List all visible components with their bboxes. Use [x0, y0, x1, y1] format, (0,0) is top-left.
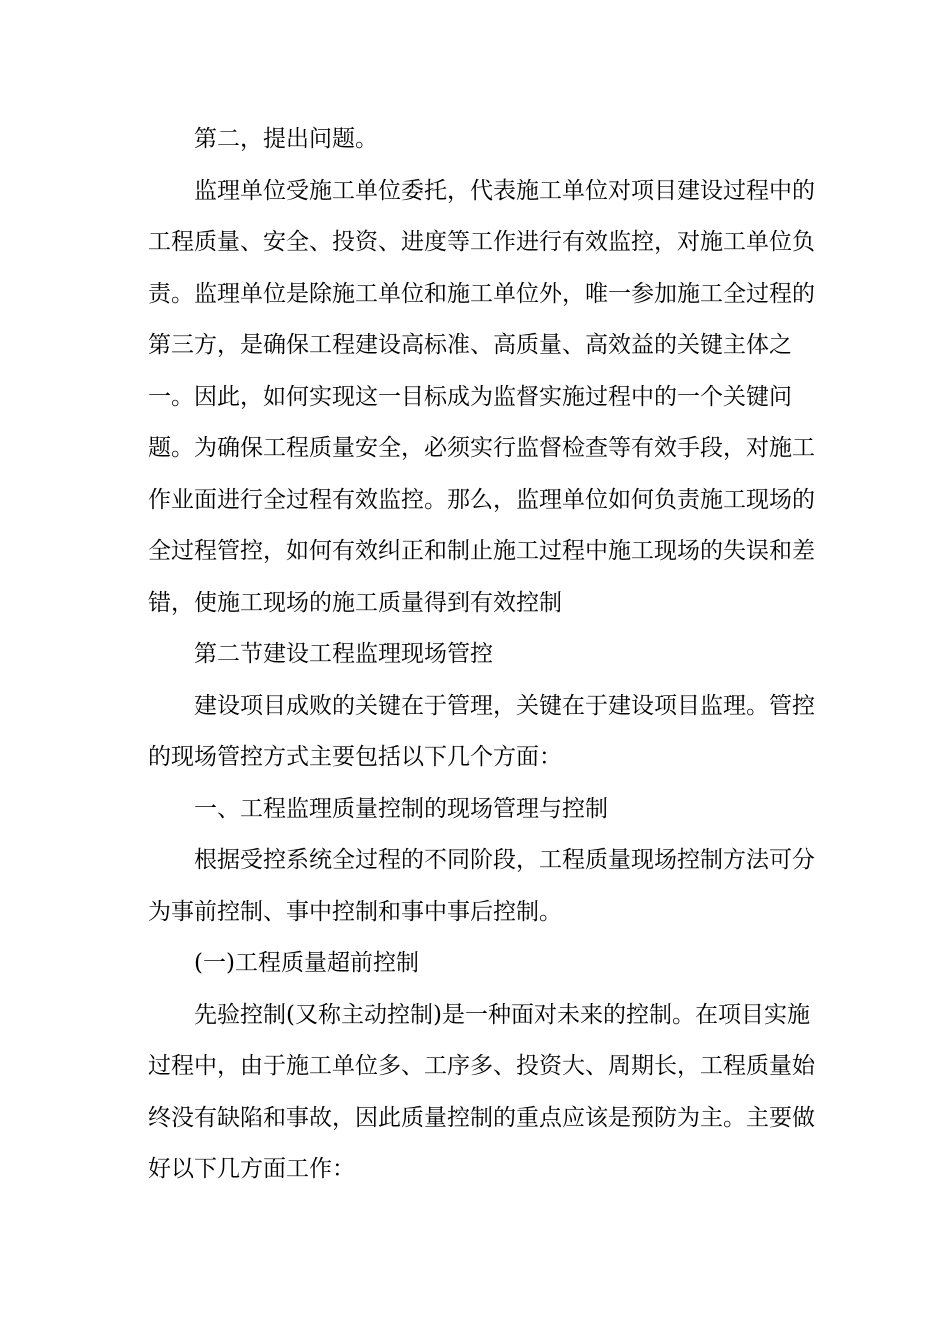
- text-line: 题。为确保工程质量安全，必须实行监督检查等有效手段，对施工: [148, 435, 815, 461]
- text-line: 责。监理单位是除施工单位和施工单位外，唯一参加施工全过程的: [148, 280, 815, 307]
- text-line: 工程质量、安全、投资、进度等工作进行有效监控，对施工单位负: [148, 229, 815, 255]
- text-line: 建设项目成败的关键在于管理，关键在于建设项目监理。管控: [194, 692, 815, 719]
- text-line: 作业面进行全过程有效监控。那么，监理单位如何负责施工现场的: [148, 486, 815, 513]
- subsection-heading: 一、工程监理质量控制的现场管理与控制: [194, 795, 608, 822]
- text-line: 为事前控制、事中控制和事中事后控制。: [148, 898, 562, 925]
- body-text: [148, 114, 815, 1196]
- text-line: 好以下几方面工作：: [148, 1156, 355, 1182]
- text-line: 第三方，是确保工程建设高标准、高质量、高效益的关键主体之: [148, 332, 792, 358]
- text-line: 一。因此，如何实现这一目标成为监督实施过程中的一个关键问: [148, 383, 792, 410]
- text-line: 监理单位受施工单位委托，代表施工单位对项目建设过程中的: [194, 177, 815, 204]
- section-heading: 第二节建设工程监理现场管控: [194, 641, 493, 667]
- text-line: 过程中，由于施工单位多、工序多、投资大、周期长，工程质量始: [148, 1053, 815, 1079]
- text-line: 根据受控系统全过程的不同阶段，工程质量现场控制方法可分: [194, 847, 815, 873]
- text-line: 先验控制(又称主动控制)是一种面对未来的控制。在项目实施: [194, 1001, 810, 1028]
- text-line: 终没有缺陷和事故，因此质量控制的重点应该是预防为主。主要做: [148, 1104, 815, 1131]
- subsection-heading: (一)工程质量超前控制: [194, 950, 419, 976]
- text-line: 错，使施工现场的施工质量得到有效控制: [148, 589, 562, 616]
- text-line: 第二，提出问题。: [194, 126, 378, 152]
- text-line: 的现场管控方式主要包括以下几个方面：: [148, 744, 562, 770]
- text-line: 全过程管控，如何有效纠正和制止施工过程中施工现场的失误和差: [148, 538, 815, 564]
